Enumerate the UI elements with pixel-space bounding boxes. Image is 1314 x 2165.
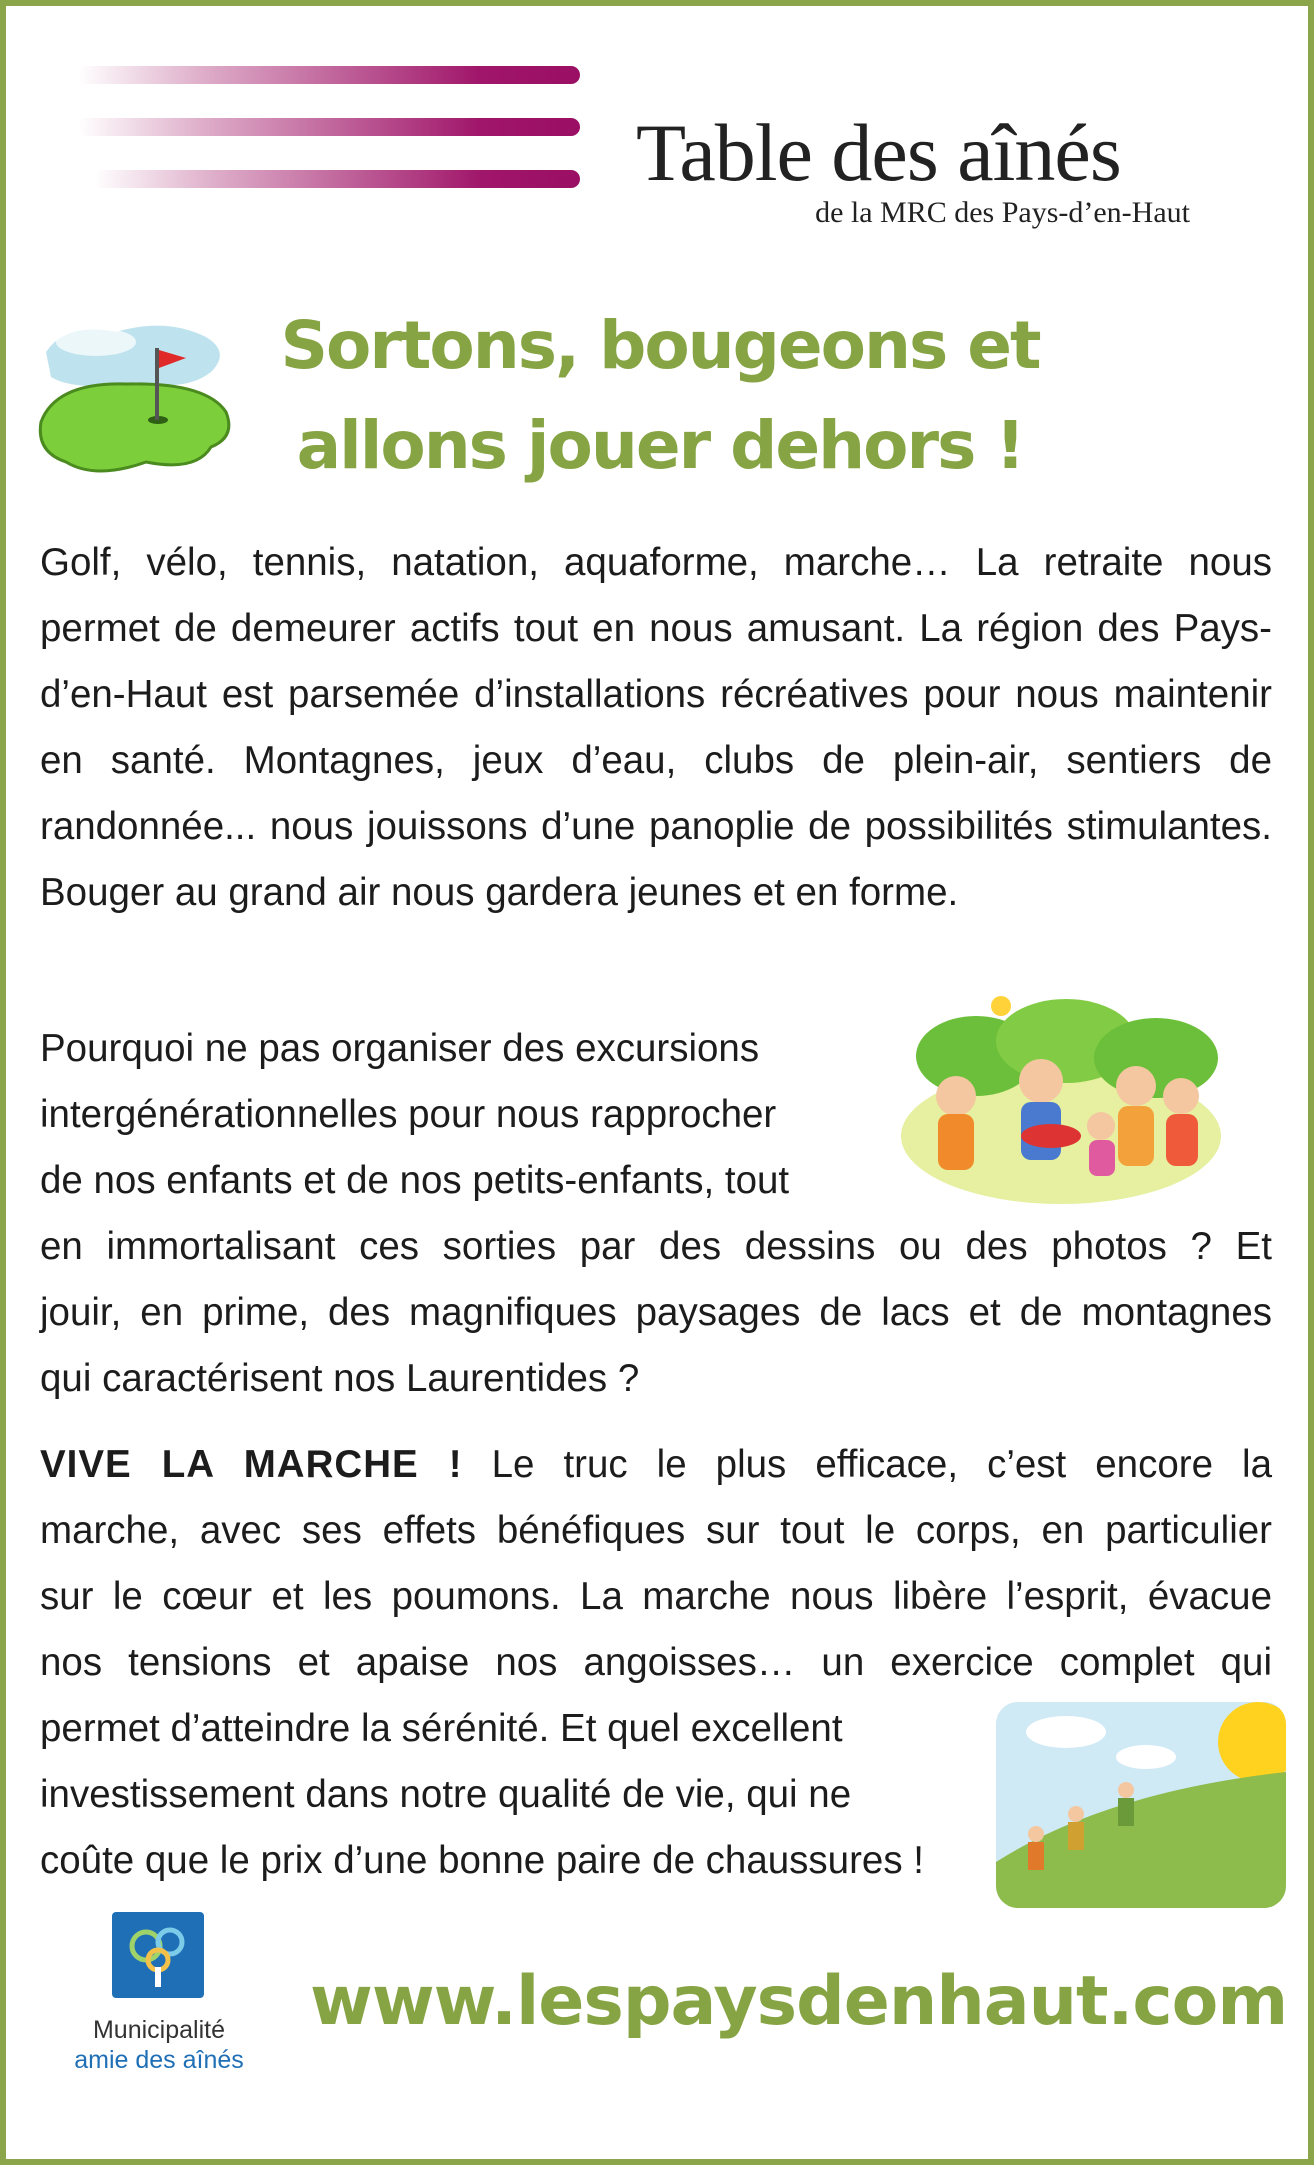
- text-line: nos tensions et apaise nos angoisses… un exercice complet qui: [40, 1641, 1272, 1684]
- text-line: investissement dans notre qualité de vie, qui ne: [40, 1773, 852, 1816]
- municipality-tree-logo: [112, 1912, 204, 1998]
- municipality-line2: amie des aînés: [74, 2046, 244, 2074]
- golf-flag-icon: [36, 312, 236, 482]
- text-segment: Le truc le plus efficace, c’est encore la: [462, 1443, 1272, 1486]
- walking-lead: VIVE LA MARCHE !: [40, 1443, 463, 1486]
- text-line: de nos enfants et de nos petits-enfants, tout: [40, 1159, 790, 1202]
- text-line: sur le cœur et les poumons. La marche nous libère l’esprit, évacue: [40, 1575, 1272, 1618]
- brand-subtitle: de la MRC des Pays-d’en-Haut: [815, 196, 1190, 229]
- text-line: Pourquoi ne pas organiser des excursions: [40, 1027, 760, 1070]
- family-picnic-illustration: [896, 986, 1226, 1206]
- stripe: [78, 66, 580, 84]
- text-line: marche, avec ses effets bénéfiques sur tout le corps, en particulier: [40, 1509, 1272, 1552]
- hikers-illustration: [996, 1702, 1286, 1908]
- headline-line2: allons jouer dehors !: [296, 407, 1024, 484]
- text-line: en immortalisant ces sorties par des dessins ou des photos ? Et: [40, 1225, 1272, 1268]
- brand-title: Table des aînés: [636, 107, 1121, 198]
- text-line: jouir, en prime, des magnifiques paysages de lacs et de montagnes: [40, 1291, 1272, 1334]
- paragraph-activities: Golf, vélo, tennis, natation, aquaforme, marche… La retraite nous permet de demeurer actifs tout en nous amusant. La région des Pays-d’en-Haut est parsemée d’installations récréatives pour nous maintenir en santé. Montagnes, jeux d’eau, clubs de plein-air, sentiers de randonnée... nous jouissons d’une panoplie de possibilités stimulantes. Bouger au grand air nous gardera jeunes et en forme.: [40, 541, 1272, 914]
- text-line: qui caractérisent nos Laurentides ?: [40, 1357, 640, 1400]
- tree-icon: [112, 1912, 204, 1998]
- brand-logo: [636, 107, 1196, 229]
- text-line: intergénérationnelles pour nous rapprocher: [40, 1093, 777, 1136]
- stripe: [94, 170, 580, 188]
- headline: [230, 296, 1090, 496]
- text-line: coûte que le prix d’une bonne paire de chaussures !: [40, 1839, 924, 1882]
- text-line: [40, 1432, 1272, 1498]
- website-link[interactable]: www.lespaysdenhaut.com: [310, 1962, 1288, 2041]
- decorative-stripes: [78, 66, 580, 222]
- stripe: [78, 118, 580, 136]
- text-line: permet d’atteindre la sérénité. Et quel excellent: [40, 1707, 843, 1750]
- municipality-line1: Municipalité: [92, 2016, 225, 2044]
- headline-line1: Sortons, bougeons et: [280, 307, 1040, 384]
- municipality-badge: [66, 1912, 252, 2088]
